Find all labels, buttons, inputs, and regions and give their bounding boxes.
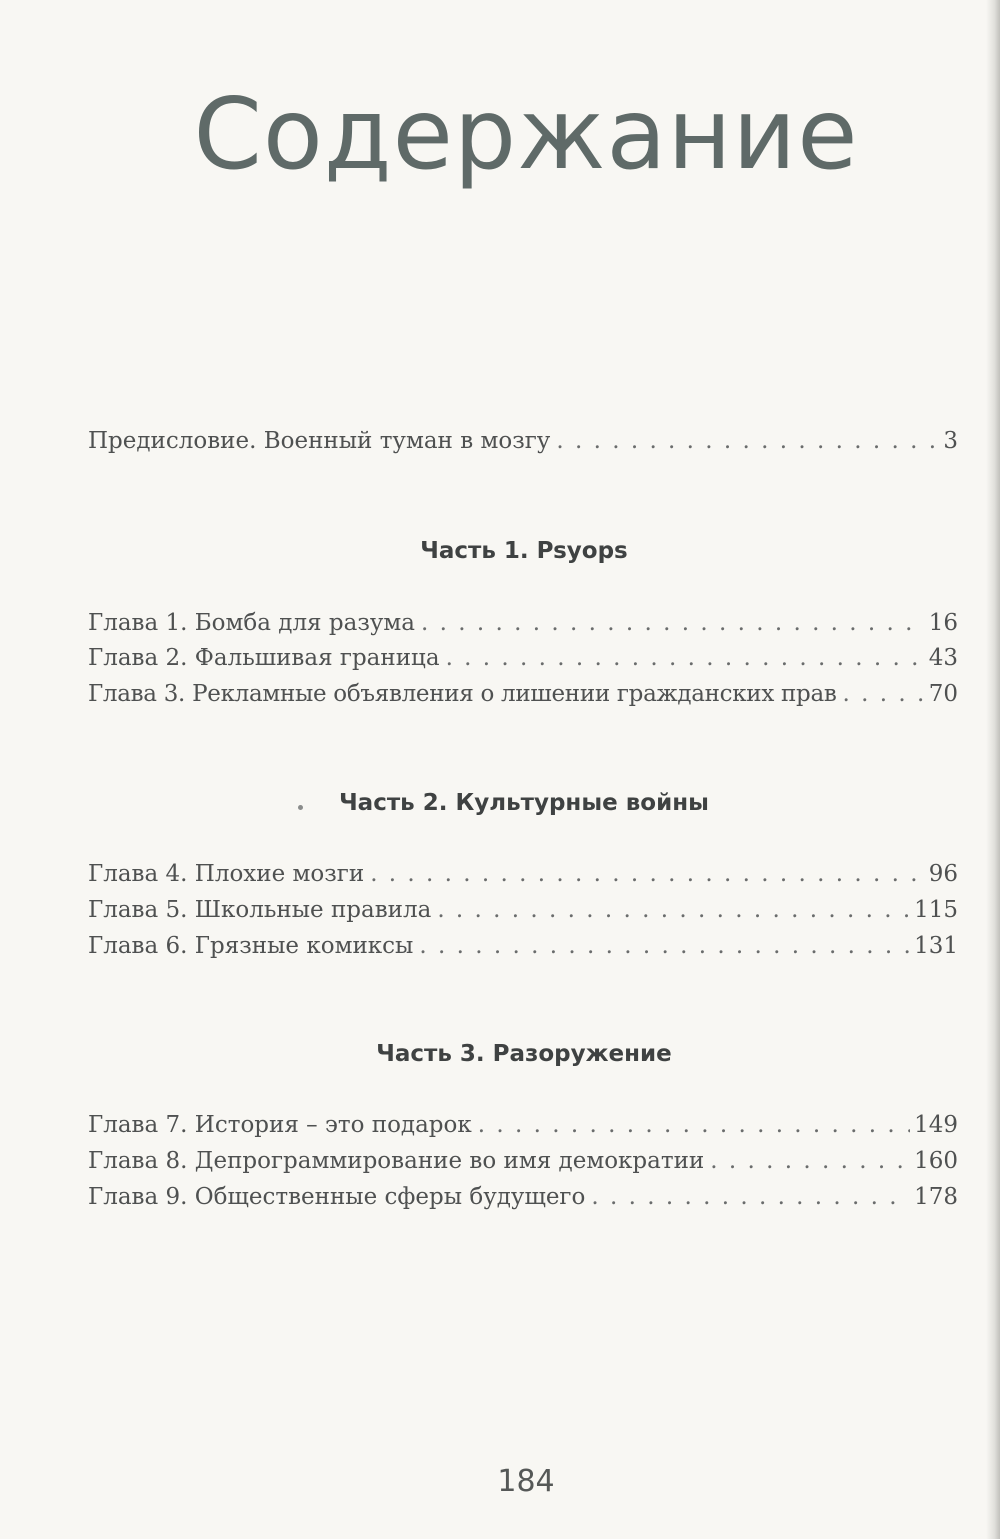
toc-entry-chapter-2 xyxy=(88,645,958,679)
toc-entry-chapter-3 xyxy=(88,681,958,715)
toc-entry-title: Глава 5. Школьные правила xyxy=(88,897,432,923)
toc-entry-chapter-6 xyxy=(88,933,958,967)
toc-entry-page: 149 xyxy=(914,1112,958,1138)
dot-leader xyxy=(472,1112,910,1138)
dot-leader xyxy=(415,610,925,636)
page-number: 184 xyxy=(497,1464,555,1499)
toc-entry-title: Глава 9. Общественные сферы будущего xyxy=(88,1184,586,1210)
dot-leader xyxy=(431,897,910,923)
toc-entry-page: 16 xyxy=(928,610,958,636)
dot-leader xyxy=(440,645,925,671)
page-title: Содержание xyxy=(193,78,859,192)
dot-leader xyxy=(837,681,925,707)
toc-entry-page: 115 xyxy=(914,897,958,923)
dot-leader xyxy=(413,933,910,959)
toc-entry-title: Глава 2. Фальшивая граница xyxy=(88,645,440,671)
dot-leader xyxy=(704,1148,910,1174)
toc-entry-chapter-7 xyxy=(88,1112,958,1146)
toc-entry-page: 3 xyxy=(943,428,958,454)
page-edge-shadow xyxy=(986,0,1000,1539)
toc-entry-chapter-9 xyxy=(88,1184,958,1218)
toc-entry-page: 70 xyxy=(928,681,958,707)
toc-entry-page: 178 xyxy=(914,1184,958,1210)
toc-entry-chapter-8 xyxy=(88,1148,958,1182)
toc-entry-title: Глава 1. Бомба для разума xyxy=(88,610,415,636)
part-1-heading: Часть 1. Psyops xyxy=(420,538,628,564)
part-2-heading: Часть 2. Культурные войны xyxy=(339,790,709,816)
dot-leader xyxy=(364,861,925,887)
toc-entry-title: Глава 4. Плохие мозги xyxy=(88,861,365,887)
toc-entry-title: Глава 3. Рекламные объявления о лишении гражданских прав xyxy=(88,681,837,707)
toc-entry-page: 43 xyxy=(928,645,958,671)
toc-entry-page: 131 xyxy=(914,933,958,959)
dot-leader xyxy=(550,428,939,454)
toc-entry-page: 160 xyxy=(914,1148,958,1174)
part-3-heading: Часть 3. Разоружение xyxy=(376,1041,672,1067)
toc-entry-title: Предисловие. Военный туман в мозгу xyxy=(88,428,551,454)
toc-entry-page: 96 xyxy=(928,861,958,887)
dot-leader xyxy=(585,1184,910,1210)
toc-entry-chapter-1 xyxy=(88,610,958,644)
toc-entry-title: Глава 6. Грязные комиксы xyxy=(88,933,414,959)
toc-entry-title: Глава 8. Депрограммирование во имя демократии xyxy=(88,1148,705,1174)
toc-entry-chapter-5 xyxy=(88,897,958,931)
toc-entry-chapter-4 xyxy=(88,861,958,895)
toc-entry-title: Глава 7. История – это подарок xyxy=(88,1112,472,1138)
toc-entry-preface xyxy=(88,428,958,462)
